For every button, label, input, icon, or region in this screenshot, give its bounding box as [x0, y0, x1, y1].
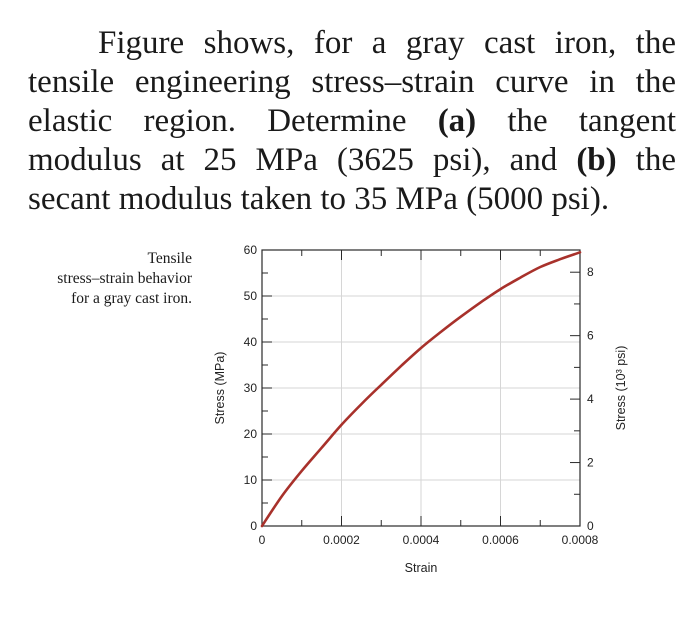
- right-tick-label: 8: [587, 265, 594, 280]
- y-axis-label-right: Stress (10³ psi): [614, 345, 628, 431]
- chart-grid: [262, 250, 580, 526]
- y-tick-label: 20: [243, 427, 257, 441]
- y-tick-label: 40: [243, 335, 257, 349]
- y-tick-label: 0: [250, 519, 257, 533]
- problem-intro: Figure shows, for a gray cast iron, the tensile engineering stress–strain curve in the elastic region. Determine: [28, 25, 676, 139]
- x-tick-label: 0.0002: [323, 533, 360, 547]
- x-tick-label: 0.0004: [402, 533, 440, 547]
- caption-line: for a gray cast iron.: [71, 290, 192, 307]
- right-tick-label: 0: [587, 519, 594, 533]
- y-tick-label: 10: [243, 473, 257, 487]
- y-tick-label: 60: [243, 243, 257, 257]
- caption-line: Tensile: [147, 250, 192, 267]
- y-tick-label: 30: [243, 381, 257, 395]
- x-tick-label: 0.0006: [482, 533, 519, 547]
- x-tick-label: 0: [258, 533, 266, 547]
- x-tick-label: 0.0008: [561, 533, 599, 547]
- y-tick-label: 50: [243, 289, 257, 303]
- part-a-label: (a): [437, 103, 477, 139]
- part-a-text: the tangent modulus at 25 MPa (3625 psi), and: [28, 103, 676, 178]
- y-axis-label: Stress (MPa): [213, 351, 227, 425]
- right-tick-label: 4: [587, 392, 594, 407]
- caption-line: stress–strain behavior: [57, 270, 192, 287]
- part-b-text: the secant modulus taken to 35 MPa (5000 psi).: [28, 142, 676, 217]
- right-tick-label: 2: [587, 455, 594, 470]
- right-tick-label: 6: [587, 328, 594, 343]
- part-b-label: (b): [576, 142, 617, 178]
- x-axis-label: Strain: [404, 561, 438, 575]
